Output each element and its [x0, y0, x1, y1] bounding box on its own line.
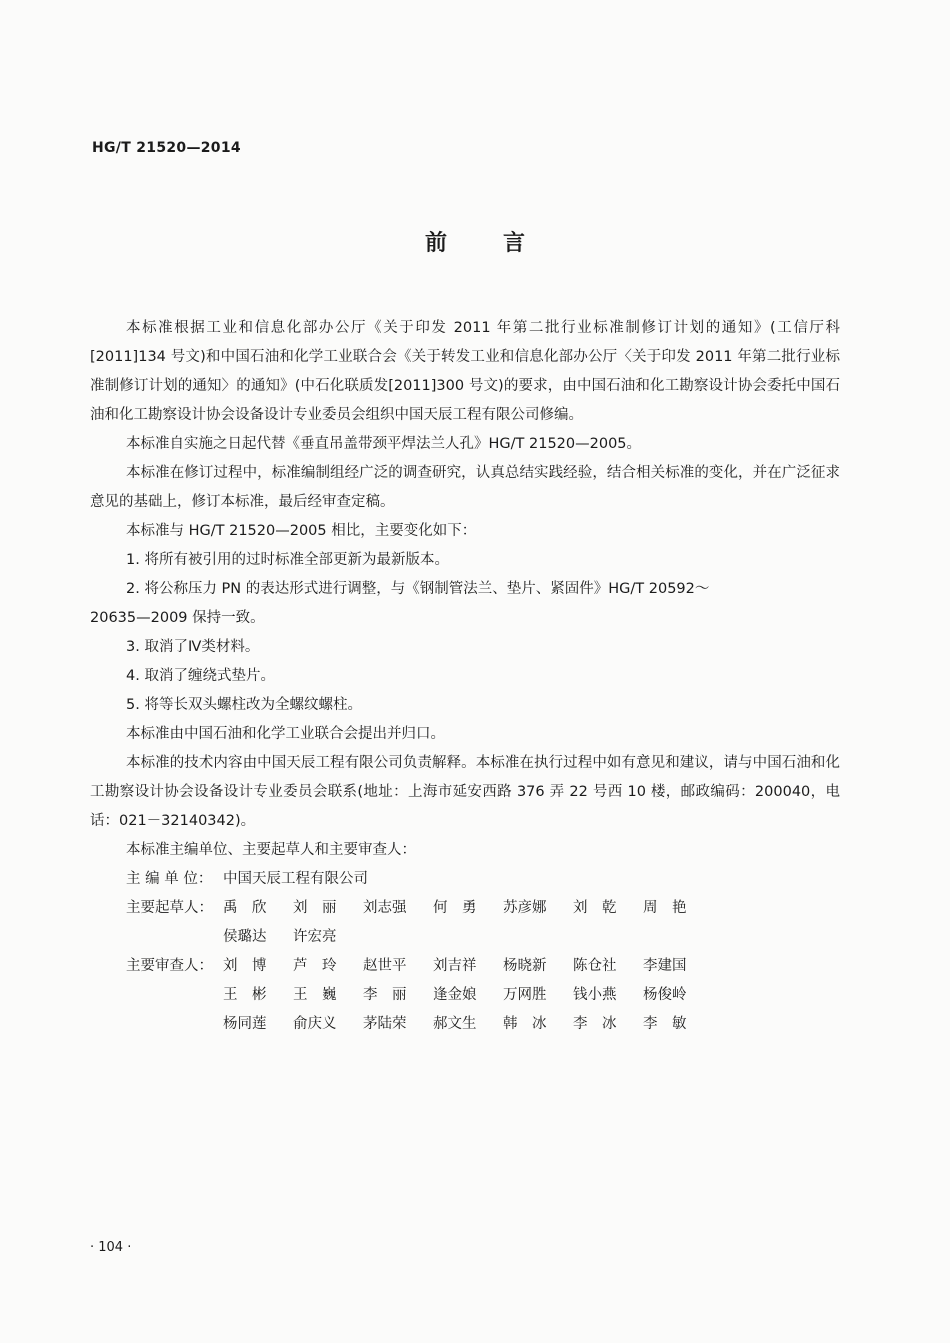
- paragraph-interpretation: 本标准的技术内容由中国天辰工程有限公司负责解释。本标准在执行过程中如有意见和建议，请与中国石油和化工勘察设计协会设备设计专业委员会联系(地址：上海市延安西路 376 弄 22 号西 10 楼，邮政编码：200040，电话：021－32140342)。: [90, 755, 840, 829]
- title-char-2: 言: [503, 231, 526, 256]
- paragraph-contributors-intro: 本标准主编单位、主要起草人和主要审查人：: [126, 842, 416, 858]
- reviewer-name: 茅陆荣: [363, 1016, 407, 1032]
- drafters-row-2: [90, 923, 840, 952]
- paragraph-changes-intro: 本标准与 HG/T 21520—2005 相比，主要变化如下：: [126, 523, 477, 539]
- reviewer-name: 俞庆义: [293, 1016, 337, 1032]
- drafters-label: 主要起草人：: [126, 900, 213, 916]
- reviewers-row-3: [90, 1010, 840, 1039]
- drafter-name: 刘志强: [363, 900, 407, 916]
- reviewer-name: 王 彬: [223, 987, 267, 1003]
- reviewer-name: 李 丽: [363, 987, 407, 1003]
- change-item-4: 4. 取消了缠绕式垫片。: [126, 668, 275, 684]
- drafter-name: 刘 丽: [293, 900, 337, 916]
- reviewer-name: 钱小燕: [573, 987, 617, 1003]
- paragraph-replaces: 本标准自实施之日起代替《垂直吊盖带颈平焊法兰人孔》HG/T 21520—2005。: [126, 436, 642, 452]
- change-item-3: 3. 取消了Ⅳ类材料。: [126, 639, 260, 655]
- reviewers-row-2: [90, 981, 840, 1010]
- reviewer-name: 李建国: [643, 958, 687, 974]
- standard-code: HG/T 21520—2014: [92, 140, 241, 156]
- change-item-2: 2. 将公称压力 PN 的表达形式进行调整，与《钢制管法兰、垫片、紧固件》HG/T 20592～: [126, 581, 710, 597]
- paragraph-revision-process: 本标准在修订过程中，标准编制组经广泛的调查研究，认真总结实践经验，结合相关标准的变化，并在广泛征求意见的基础上，修订本标准，最后经审查定稿。: [90, 465, 840, 510]
- editor-row: [90, 865, 840, 894]
- reviewer-name: 逢金娘: [433, 987, 477, 1003]
- title-char-1: 前: [424, 231, 447, 256]
- change-item-1: 1. 将所有被引用的过时标准全部更新为最新版本。: [126, 552, 449, 568]
- reviewer-name: 韩 冰: [503, 1016, 547, 1032]
- reviewer-name: 郝文生: [433, 1016, 477, 1032]
- reviewer-name: 刘吉祥: [433, 958, 477, 974]
- reviewer-name: 芦 玲: [293, 958, 337, 974]
- drafters-row-1: [90, 894, 840, 923]
- page-title: [0, 226, 950, 257]
- reviewer-name: 杨俊岭: [643, 987, 687, 1003]
- drafter-name: 刘 乾: [573, 900, 617, 916]
- reviewer-name: 赵世平: [363, 958, 407, 974]
- reviewer-name: 杨同莲: [223, 1016, 267, 1032]
- drafter-name: 苏彦娜: [503, 900, 547, 916]
- reviewer-name: 李 冰: [573, 1016, 617, 1032]
- editor-value: 中国天辰工程有限公司: [223, 871, 368, 887]
- reviewers-label: 主要审查人：: [126, 958, 213, 974]
- reviewer-name: 刘 博: [223, 958, 267, 974]
- drafter-name: 禹 欣: [223, 900, 267, 916]
- reviewer-name: 陈仓社: [573, 958, 617, 974]
- paragraph-proposed-by: 本标准由中国石油和化学工业联合会提出并归口。: [126, 726, 445, 742]
- preface-body: [90, 314, 840, 1039]
- editor-label: 主 编 单 位：: [126, 871, 213, 887]
- drafter-name: 侯璐达: [223, 929, 267, 945]
- reviewers-row-1: [90, 952, 840, 981]
- paragraph-basis: 本标准根据工业和信息化部办公厅《关于印发 2011 年第二批行业标准制修订计划的通知》(工信厅科[2011]134 号文)和中国石油和化学工业联合会《关于转发工业和信息化部办公厅〈关于印发 2011 年第二批行业标准制修订计划的通知〉的通知》(中石化联质发[2011]300 号文)的要求，由中国石油和化工勘察设计协会委托中国石油和化工勘察设计协会设备设计专业委员会组织中国天辰工程有限公司修编。: [90, 320, 840, 423]
- drafter-name: 许宏亮: [293, 929, 337, 945]
- drafter-name: 何 勇: [433, 900, 477, 916]
- reviewer-name: 万网胜: [503, 987, 547, 1003]
- change-item-2-continued: 20635—2009 保持一致。: [90, 610, 265, 626]
- drafter-name: 周 艳: [643, 900, 687, 916]
- reviewer-name: 李 敏: [643, 1016, 687, 1032]
- reviewer-name: 王 巍: [293, 987, 337, 1003]
- page-number: · 104 ·: [90, 1240, 132, 1255]
- reviewer-name: 杨晓新: [503, 958, 547, 974]
- change-item-5: 5. 将等长双头螺柱改为全螺纹螺柱。: [126, 697, 362, 713]
